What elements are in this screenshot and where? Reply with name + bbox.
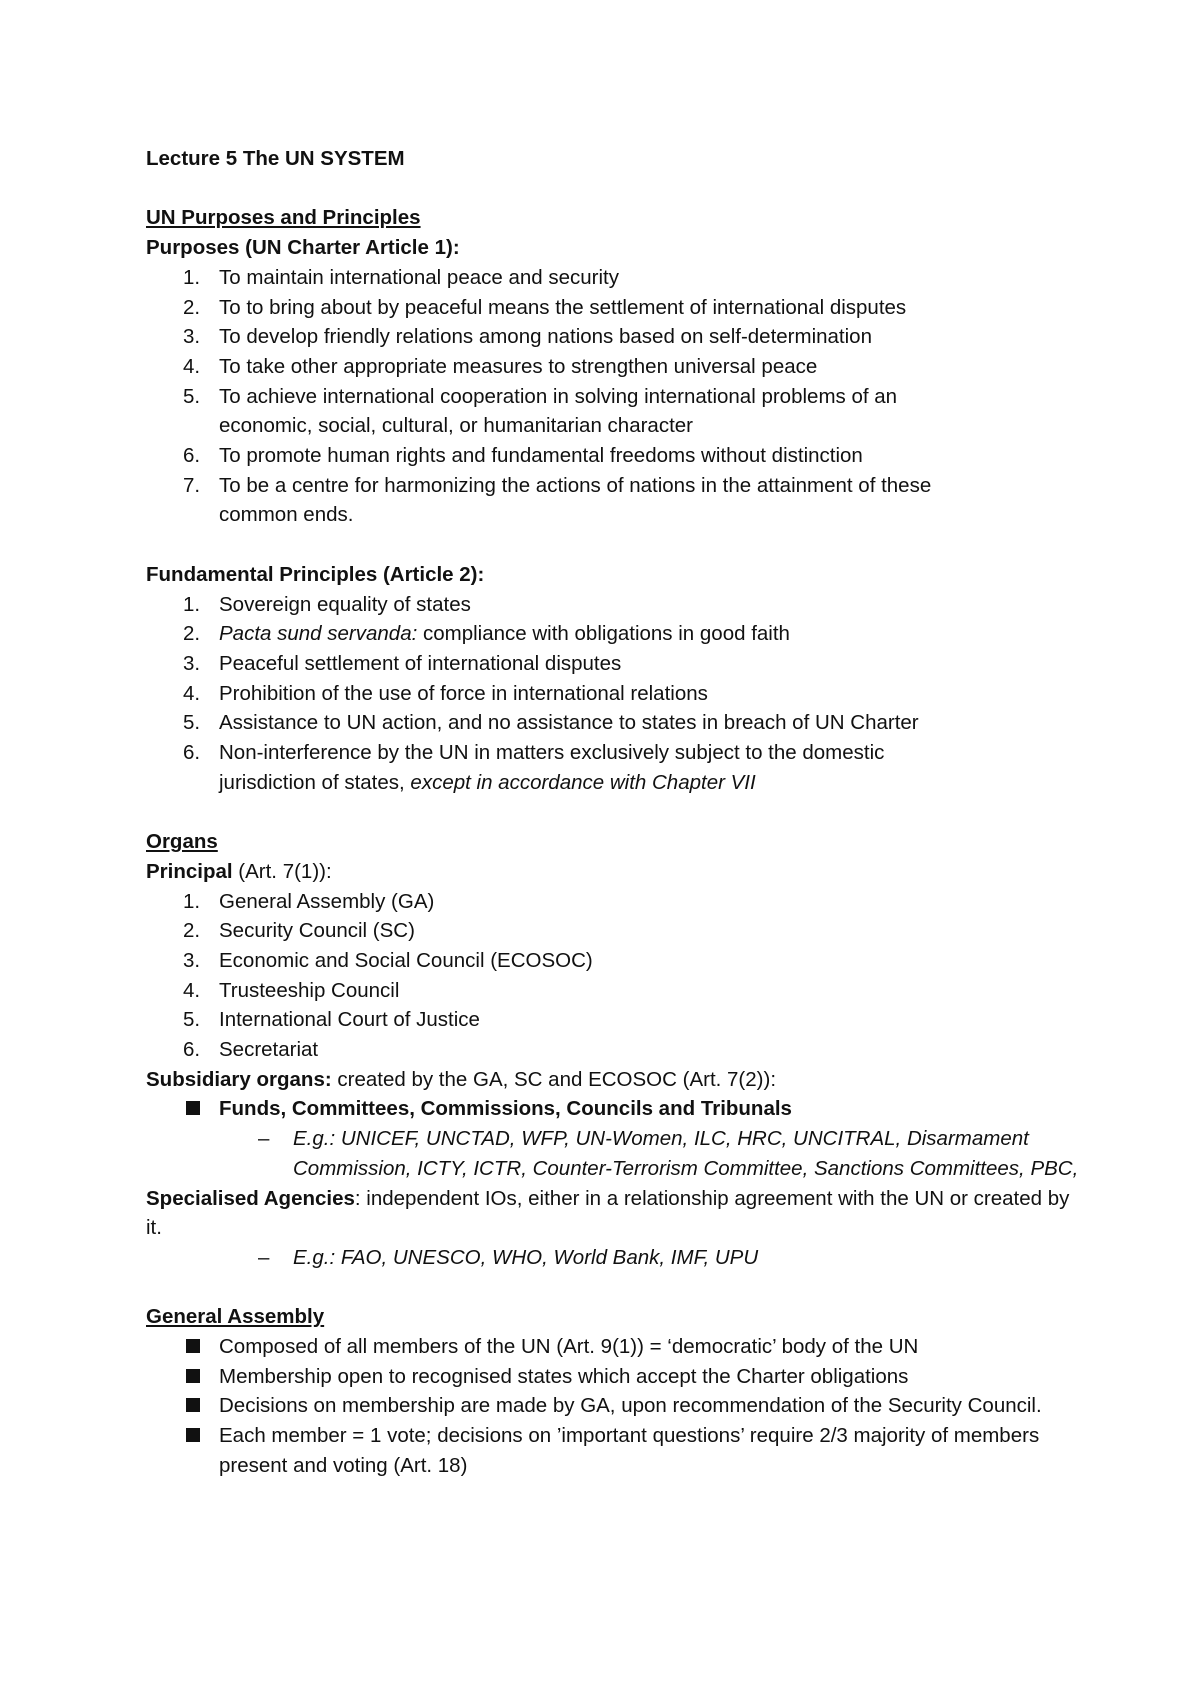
list-item: 4. To take other appropriate measures to strengthen universal peace	[183, 354, 818, 378]
principal-organs-list	[146, 887, 1110, 1065]
principal-label: Principal (Art. 7(1)):	[146, 859, 332, 883]
list-item: 3. Economic and Social Council (ECOSOC)	[183, 948, 593, 972]
purposes-label: Purposes (UN Charter Article 1):	[146, 236, 460, 260]
subsidiary-label: Subsidiary organs: created by the GA, SC and ECOSOC (Art. 7(2)):	[146, 1067, 777, 1091]
list-item: Funds, Committees, Commissions, Councils and Tribunals	[146, 1094, 1110, 1124]
list-item: 6. Secretariat	[183, 1038, 319, 1062]
list-item: Membership open to recognised states which accept the Charter obligations	[146, 1362, 1079, 1392]
list-item: 5. International Court of Justice	[183, 1008, 480, 1032]
list-item: 5. Assistance to UN action, and no assistance to states in breach of UN Charter	[183, 711, 919, 735]
list-item: 3. Peaceful settlement of international disputes	[183, 651, 622, 675]
dash-bullet-icon: –	[258, 1127, 270, 1151]
list-item: 2. To to bring about by peaceful means the settlement of international disputes	[183, 295, 907, 319]
spacer	[146, 797, 1110, 827]
principles-label: Fundamental Principles (Article 2):	[146, 562, 485, 586]
list-item: 1. Sovereign equality of states	[183, 592, 471, 616]
list-item: – E.g.: UNICEF, UNCTAD, WFP, UN-Women, ILC, HRC, UNCITRAL, Disarmament Commission, ICTY, ICTR, Counter-Terrorism Committee, Sanctions Committees, PBC,	[146, 1124, 1113, 1183]
list-item: 7. To be a centre for harmonizing the actions of nations in the attainment of these common ends.	[183, 473, 932, 527]
list-item: 6. To promote human rights and fundamental freedoms without distinction	[183, 444, 863, 468]
list-item: 1. To maintain international peace and security	[183, 265, 619, 289]
principles-list	[146, 590, 1110, 798]
spacer	[146, 1273, 1110, 1303]
list-item: 6. Non-interference by the UN in matters exclusively subject to the domestic jurisdiction of states, except in accordance with Chapter VII	[183, 741, 885, 794]
square-bullet-icon	[186, 1398, 200, 1412]
spacer	[146, 530, 1110, 560]
list-item: Decisions on membership are made by GA, upon recommendation of the Security Council.	[146, 1391, 1079, 1421]
list-item: Each member = 1 vote; decisions on ’important questions’ require 2/3 majority of members present and voting (Art. 18)	[146, 1421, 1079, 1480]
list-item: Composed of all members of the UN (Art. 9(1)) = ‘democratic’ body of the UN	[146, 1332, 1079, 1362]
section-heading-purposes: UN Purposes and Principles	[146, 206, 421, 230]
list-item: 2. Security Council (SC)	[183, 919, 415, 943]
square-bullet-icon	[186, 1369, 200, 1383]
list-item: 4. Trusteeship Council	[183, 978, 400, 1002]
dash-bullet-icon: –	[258, 1245, 270, 1269]
list-item: 3. To develop friendly relations among nations based on self-determination	[183, 325, 872, 349]
list-item: 5. To achieve international cooperation in solving international problems of an economic, social, cultural, or humanitarian character	[183, 384, 898, 438]
section-heading-organs: Organs	[146, 830, 218, 854]
purposes-list	[146, 263, 1110, 530]
square-bullet-icon	[186, 1428, 200, 1442]
list-item: 4. Prohibition of the use of force in international relations	[183, 681, 708, 705]
spacer	[146, 174, 1110, 204]
list-item: – E.g.: FAO, UNESCO, WHO, World Bank, IMF, UPU	[146, 1243, 1110, 1273]
document-title: Lecture 5 The UN SYSTEM	[146, 147, 405, 170]
section-heading-general-assembly: General Assembly	[146, 1305, 325, 1329]
square-bullet-icon	[186, 1339, 200, 1353]
specialised-agencies: Specialised Agencies: independent IOs, either in a relationship agreement with the UN or created by it.	[146, 1186, 1070, 1240]
square-bullet-icon	[186, 1101, 200, 1115]
list-item: 1. General Assembly (GA)	[183, 889, 435, 913]
list-item: 2. Pacta sund servanda: compliance with obligations in good faith	[183, 622, 790, 646]
